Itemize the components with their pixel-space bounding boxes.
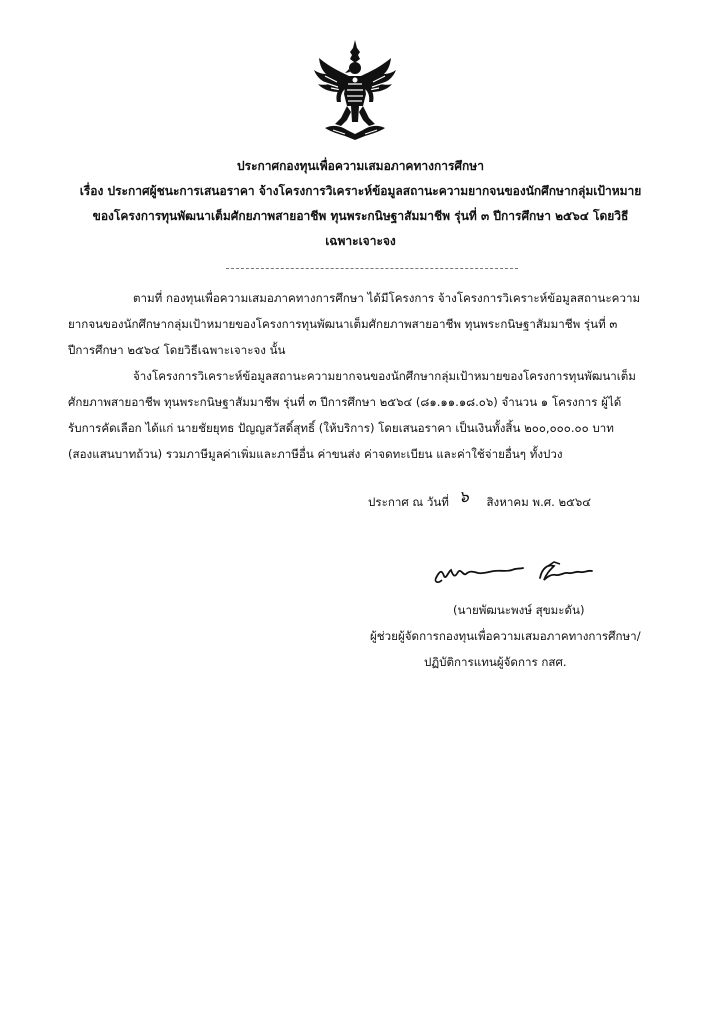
paragraph-2-line-3: รับการคัดเลือก ได้แก่ นายชัยยุทธ ปัญญสวัสดิ์สุทธิ์ (ให้บริการ) โดยเสนอราคา เป็นเงินทั้งสิ้น ๒๐๐,๐๐๐.๐๐ บาท <box>68 421 614 435</box>
subject-line-1: เรื่อง ประกาศผู้ชนะการเสนอราคา จ้างโครงการวิเคราะห์ข้อมูลสถานะความยากจนของนักศึกษากลุ่มเป้าหมาย <box>79 184 642 198</box>
paragraph-2-line-4: (สองแสนบาทถ้วน) รวมภาษีมูลค่าเพิ่มและภาษีอื่น ค่าขนส่ง ค่าจดทะเบียน และค่าใช้จ่ายอื่นๆ ทั้งปวง <box>68 447 563 461</box>
subject-line-3: เฉพาะเจาะจง <box>325 234 396 248</box>
signer-name: (นายพัฒนะพงษ์ สุขมะดัน) <box>453 603 585 617</box>
signer-position-line-2: ปฏิบัติการแทนผู้จัดการ กสศ. <box>424 655 567 669</box>
paragraph-2-line-1: จ้างโครงการวิเคราะห์ข้อมูลสถานะความยากจนของนักศึกษากลุ่มเป้าหมายของโครงการทุนพัฒนาเต็ม <box>133 369 636 383</box>
paragraph-1-line-2: ยากจนของนักศึกษากลุ่มเป้าหมายของโครงการทุนพัฒนาเต็มศักยภาพสายอาชีพ ทุนพระกนิษฐาสัมมาชีพ รุ่นที่ ๓ <box>68 317 618 331</box>
date-day: ๖ <box>458 487 469 506</box>
date-line <box>368 487 592 510</box>
handwritten-signature <box>430 558 600 588</box>
paragraph-1-line-1: ตามที่ กองทุนเพื่อความเสมอภาคทางการศึกษา ได้มีโครงการ จ้างโครงการวิเคราะห์ข้อมูลสถานะความ <box>133 291 641 305</box>
garuda-emblem-icon <box>311 38 399 144</box>
date-prefix: ประกาศ ณ วันที่ <box>368 495 449 509</box>
title-separator <box>226 268 518 269</box>
paragraph-2-line-2: ศักยภาพสายอาชีพ ทุนพระกนิษฐาสัมมาชีพ รุ่นที่ ๓ ปีการศึกษา ๒๕๖๔ (๘๑.๑๑.๑๘.๐๖) จำนวน ๑ โครงการ ผู้ได้ <box>68 395 622 409</box>
signer-position-line-1: ผู้ช่วยผู้จัดการกองทุนเพื่อความเสมอภาคทางการศึกษา/ <box>370 629 641 643</box>
subject-line-2: ของโครงการทุนพัฒนาเต็มศักยภาพสายอาชีพ ทุนพระกนิษฐาสัมมาชีพ รุ่นที่ ๓ ปีการศึกษา ๒๕๖๔ โดยวิธี <box>92 209 629 223</box>
date-month-year: สิงหาคม พ.ศ. ๒๕๖๔ <box>486 495 592 509</box>
announcement-title: ประกาศกองทุนเพื่อความเสมอภาคทางการศึกษา <box>237 159 484 173</box>
paragraph-1-line-3: ปีการศึกษา ๒๕๖๔ โดยวิธีเฉพาะเจาะจง นั้น <box>68 343 286 357</box>
